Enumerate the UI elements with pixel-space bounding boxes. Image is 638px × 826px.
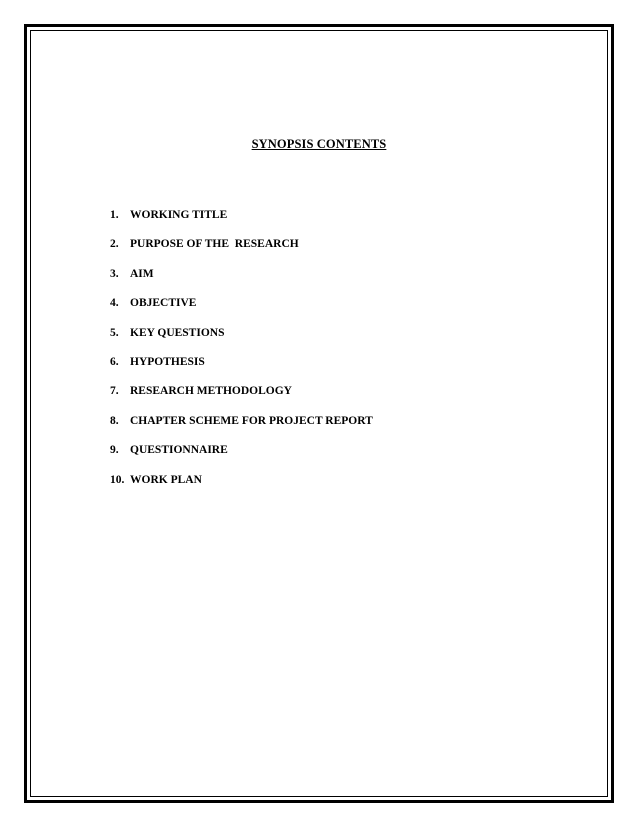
item-number: 7. xyxy=(110,385,119,398)
item-label: AIM xyxy=(130,267,154,280)
list-item xyxy=(110,294,373,323)
item-label: PURPOSE OF THE RESEARCH xyxy=(130,238,299,251)
list-item xyxy=(110,471,373,500)
item-number: 3. xyxy=(110,267,119,280)
item-number: 9. xyxy=(110,444,119,457)
item-label: RESEARCH METHODOLOGY xyxy=(130,385,292,398)
list-item xyxy=(110,353,373,382)
item-label: QUESTIONNAIRE xyxy=(130,444,228,457)
item-number: 2. xyxy=(110,238,119,251)
list-item xyxy=(110,235,373,264)
item-label: CHAPTER SCHEME FOR PROJECT REPORT xyxy=(130,414,373,427)
item-number: 1. xyxy=(110,209,119,221)
item-label: WORKING TITLE xyxy=(130,209,228,221)
item-number: 5. xyxy=(110,326,119,339)
list-item xyxy=(110,265,373,294)
list-item xyxy=(110,412,373,441)
item-label: HYPOTHESIS xyxy=(130,355,205,368)
contents-list xyxy=(110,206,373,500)
item-number: 8. xyxy=(110,414,119,427)
item-label: KEY QUESTIONS xyxy=(130,326,225,339)
list-item xyxy=(110,441,373,470)
item-label: WORK PLAN xyxy=(130,473,202,486)
list-item xyxy=(110,206,373,235)
list-item xyxy=(110,382,373,411)
item-number: 4. xyxy=(110,297,119,310)
page-title: SYNOPSIS CONTENTS xyxy=(251,137,387,151)
item-number: 10. xyxy=(110,473,125,486)
item-label: OBJECTIVE xyxy=(130,297,197,310)
list-item xyxy=(110,324,373,353)
item-number: 6. xyxy=(110,355,119,368)
